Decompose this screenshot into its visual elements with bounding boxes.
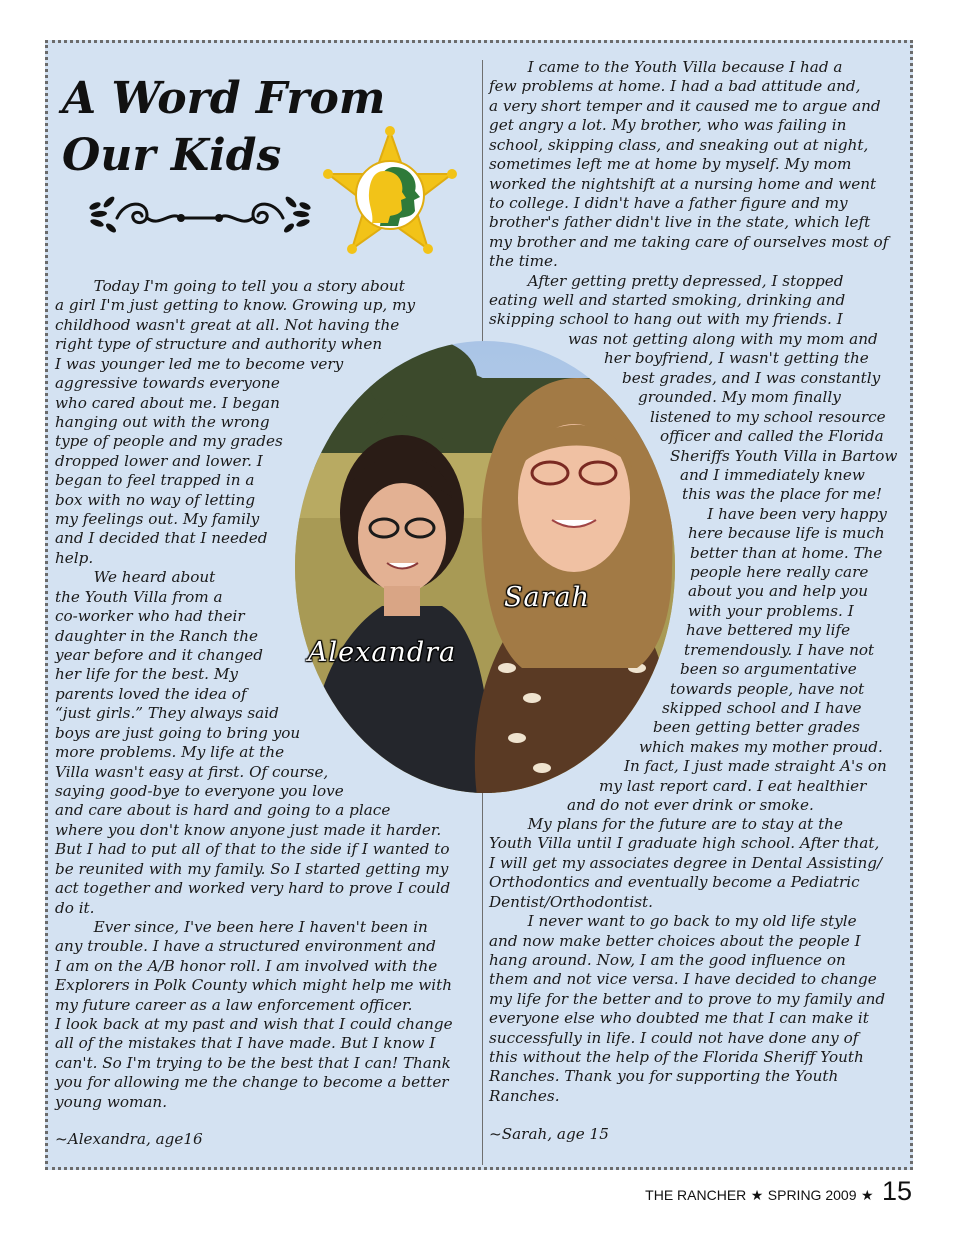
text-line: My plans for the future are to stay at the <box>489 815 843 833</box>
text-line: the time. <box>489 252 558 271</box>
text-line: my last report card. I eat healthier <box>599 776 867 795</box>
text-line: any trouble. I have a structured environment and <box>55 937 436 956</box>
sarah-photo-label: Sarah <box>504 582 590 613</box>
text-line: best grades, and I was constantly <box>622 368 881 387</box>
publication-name: THE RANCHER <box>645 1187 747 1203</box>
text-line: skipped school and I have <box>662 699 862 718</box>
text-line: which makes my mother proud. <box>639 737 883 756</box>
text-line: a girl I'm just getting to know. Growing up, my <box>55 296 416 315</box>
text-line: my life for the better and to prove to my family and <box>489 989 886 1008</box>
text-line: I came to the Youth Villa because I had a <box>489 58 843 76</box>
text-line: listened to my school resource <box>650 407 886 426</box>
text-line: people here really care <box>690 563 869 582</box>
portrait-photo <box>292 338 678 796</box>
page-footer <box>645 1176 912 1207</box>
text-line: a very short temper and it caused me to argue and <box>489 96 881 115</box>
text-line: worked the nightshift at a nursing home and went <box>489 174 877 193</box>
text-line: more problems. My life at the <box>55 743 285 762</box>
text-line: Ranches. Thank you for supporting the Youth <box>489 1067 839 1086</box>
text-line: her life for the best. My <box>55 665 238 684</box>
text-line: In fact, I just made straight A's on <box>624 757 887 776</box>
text-line: my brother and me taking care of ourselves most of <box>489 232 889 251</box>
text-line: hanging out with the wrong <box>55 412 270 431</box>
text-line: be reunited with my family. So I started getting my <box>55 859 449 878</box>
alexandra-photo-label: Alexandra <box>308 637 457 668</box>
text-line: boys are just going to bring you <box>55 723 301 742</box>
text-line: you for allowing me the change to become a better <box>55 1073 449 1092</box>
text-line: co-worker who had their <box>55 607 245 626</box>
text-line: young woman. <box>55 1092 168 1111</box>
text-line: After getting pretty depressed, I stopped <box>489 271 844 290</box>
text-line: her boyfriend, I wasn't getting the <box>604 349 869 368</box>
text-line: I never want to go back to my old life style <box>489 912 857 931</box>
text-line: Today I'm going to tell you a story about <box>55 277 405 295</box>
text-line: right type of structure and authority when <box>55 335 383 354</box>
text-line: “just girls.” They always said <box>55 704 279 723</box>
sarah-signature: ~Sarah, age 15 <box>489 1125 609 1143</box>
text-line: where you don't know anyone just made it harder. <box>55 820 442 839</box>
text-line: help. <box>55 548 94 567</box>
text-line: school, skipping class, and sneaking out at night, <box>489 135 869 154</box>
text-line: type of people and my grades <box>55 432 283 451</box>
text-line: and now make better choices about the people I <box>489 931 861 950</box>
text-line: can't. So I'm trying to be the best that I can! Thank <box>55 1053 451 1072</box>
text-line: everyone else who doubted me that I can make it <box>489 1009 869 1028</box>
text-line: have bettered my life <box>686 621 851 640</box>
text-line: I was younger led me to become very <box>55 354 344 373</box>
star-icon: ★ <box>860 1187 874 1203</box>
text-line: I have been very happy <box>688 504 887 523</box>
text-line: officer and called the Florida <box>660 427 884 446</box>
text-line: parents loved the idea of <box>55 684 247 703</box>
sheriff-star-badge-icon <box>322 125 458 255</box>
text-line: get angry a lot. My brother, who was failing in <box>489 116 847 135</box>
text-line: I will get my associates degree in Dental Assisting/ <box>489 853 883 872</box>
text-line: year before and it changed <box>55 646 263 665</box>
text-line: brother's father didn't live in the state, which left <box>489 213 871 232</box>
text-line: been getting better grades <box>653 718 860 737</box>
text-line: I look back at my past and wish that I could change <box>55 1015 453 1034</box>
text-line: here because life is much <box>688 524 885 543</box>
title-line-2: Our Kids <box>62 130 282 181</box>
right-column-text-top <box>489 58 888 330</box>
text-line: But I had to put all of that to the side if I wanted to <box>55 840 450 859</box>
issue-label: SPRING 2009 <box>767 1187 857 1203</box>
flourish-ornament <box>85 188 315 248</box>
text-line: the Youth Villa from a <box>55 587 223 606</box>
text-line: them and not vice versa. I have decided to change <box>489 970 877 989</box>
text-line: childhood wasn't great at all. Not having the <box>55 315 400 334</box>
text-line: my feelings out. My family <box>55 510 260 529</box>
text-line: We heard about <box>55 568 216 587</box>
text-line: eating well and started smoking, drinking and <box>489 291 846 310</box>
text-line: successfully in life. I could not have done any of <box>489 1028 859 1047</box>
text-line: better than at home. The <box>690 543 883 562</box>
text-line: Ranches. <box>489 1086 560 1105</box>
text-line: grounded. My mom finally <box>638 388 841 407</box>
text-line: and care about is hard and going to a place <box>55 801 391 820</box>
page-number: 15 <box>881 1176 912 1206</box>
text-line: daughter in the Ranch the <box>55 626 259 645</box>
text-line: with your problems. I <box>688 601 854 620</box>
text-line: began to feel trapped in a <box>55 471 255 490</box>
text-line: and I decided that I needed <box>55 529 268 548</box>
text-line: this without the help of the Florida Sheriff Youth <box>489 1048 864 1067</box>
text-line: Youth Villa until I graduate high school. After that, <box>489 834 880 853</box>
text-line: this was the place for me! <box>682 485 883 504</box>
text-line: sometimes left me at home by myself. My mom <box>489 155 852 174</box>
text-line: hang around. Now, I am the good influence on <box>489 950 846 969</box>
title-line-1: A Word From <box>62 73 386 124</box>
text-line: Sheriffs Youth Villa in Bartow <box>670 446 898 465</box>
text-line: do it. <box>55 898 95 917</box>
star-icon: ★ <box>750 1187 764 1203</box>
text-line: Ever since, I've been here I haven't been in <box>55 917 428 936</box>
text-line: been so argumentative <box>680 660 857 679</box>
text-line: to college. I didn't have a father figure and my <box>489 193 848 212</box>
text-line: few problems at home. I had a bad attitude and, <box>489 77 861 96</box>
text-line: aggressive towards everyone <box>55 374 280 393</box>
text-line: saying good-bye to everyone you love <box>55 781 344 800</box>
text-line: my future career as a law enforcement officer. <box>55 995 413 1014</box>
text-line: tremendously. I have not <box>684 640 875 659</box>
text-line: act together and worked very hard to prove I could <box>55 879 451 898</box>
text-line: Villa wasn't easy at first. Of course, <box>55 762 329 781</box>
text-line: towards people, have not <box>670 679 865 698</box>
text-line: box with no way of letting <box>55 490 256 509</box>
text-line: skipping school to hang out with my friends. I <box>489 310 843 329</box>
text-line: dropped lower and lower. I <box>55 451 263 470</box>
text-line: was not getting along with my mom and <box>568 330 878 348</box>
text-line: and do not ever drink or smoke. <box>567 796 814 815</box>
text-line: who cared about me. I began <box>55 393 280 412</box>
text-line: I am on the A/B honor roll. I am involved with the <box>55 956 438 975</box>
text-line: about you and help you <box>688 582 869 601</box>
text-line: Dentist/Orthodontist. <box>489 892 653 911</box>
text-line: all of the mistakes that I have made. But I know I <box>55 1034 436 1053</box>
alexandra-signature: ~Alexandra, age16 <box>55 1130 203 1148</box>
text-line: and I immediately knew <box>680 465 865 484</box>
text-line: Explorers in Polk County which might help me with <box>55 976 453 995</box>
text-line: Orthodontics and eventually become a Pediatric <box>489 873 860 892</box>
right-column-text-bottom <box>489 815 885 1106</box>
